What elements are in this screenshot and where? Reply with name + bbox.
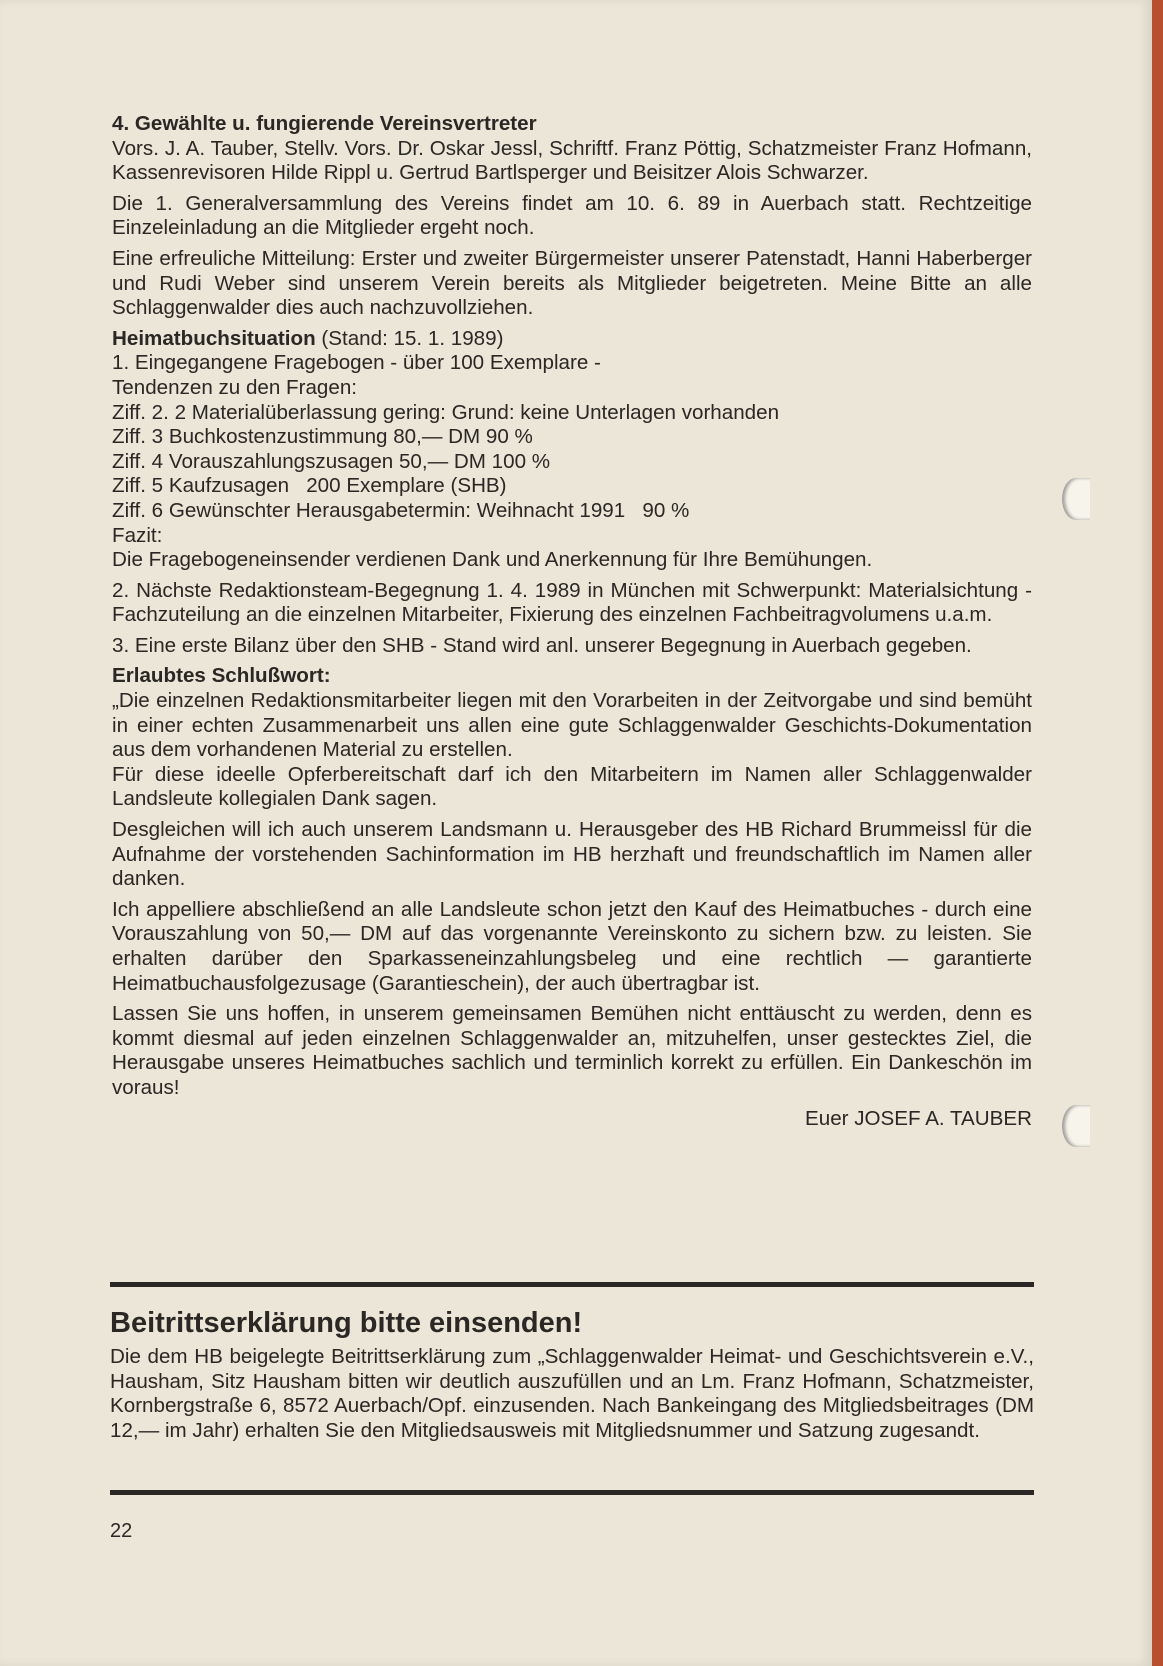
closing-paragraph: Ich appelliere abschließend an alle Landsleute schon jetzt den Kauf des Heimatbuches - durch eine Vorauszahlung von 50,— DM auf das vorgenannte Vereinskonto zu sichern bzw. zu leisten. Sie erhalten darüber den Sparkasseneinzahlungsbeleg und eine rechtlich — garantierte Heimatbuchausfolgezusage (Garantieschein), der auch übertragbar ist. <box>112 897 1032 995</box>
bottom-divider <box>110 1490 1034 1495</box>
closing-paragraph: „Die einzelnen Redaktionsmitarbeiter liegen mit den Vorarbeiten in der Zeitvorgabe und sind bemüht in einer echten Zusammenarbeit uns allen eine gute Schlaggenwalder Geschichts-Dokumentation aus dem vorhandenen Material zu erstellen. <box>112 689 1032 762</box>
list-item: 1. Eingegangene Fragebogen - über 100 Exemplare - <box>112 351 601 375</box>
officers-paragraph: Vors. J. A. Tauber, Stellv. Vors. Dr. Oskar Jessl, Schriftf. Franz Pöttig, Schatzmeister Franz Hofmann, Kassenrevisoren Hilde Rippl u. Gertrud Bartlsperger und Beisitzer Alois Schwarzer. <box>112 136 1032 185</box>
item-3-paragraph: 3. Eine erste Bilanz über den SHB - Stand wird anl. unserer Begegnung in Auerbach gegeben. <box>112 633 972 657</box>
main-text <box>112 112 1032 1131</box>
list-item: Ziff. 6 Gewünschter Herausgabetermin: Weihnacht 1991 90 % <box>112 498 690 522</box>
list-item: Ziff. 5 Kaufzusagen 200 Exemplare (SHB) <box>112 474 507 498</box>
heimatbuch-heading: Heimatbuchsituation <box>112 326 316 350</box>
heimatbuch-list <box>112 351 1032 572</box>
item-2-paragraph: 2. Nächste Redaktionsteam-Begegnung 1. 4. 1989 in München mit Schwerpunkt: Materialsichtung - Fachzuteilung an die einzelnen Mitarbeiter, Fixierung des einzelnen Fachbeitragvolumens u.a.m. <box>112 578 1032 627</box>
punch-hole <box>1062 478 1090 520</box>
closing-paragraph: Für diese ideelle Opferbereitschaft darf ich den Mitarbeitern im Namen aller Schlaggenwalder Landsleute kollegialen Dank sagen. <box>112 762 1032 811</box>
list-item: Ziff. 3 Buchkostenzustimmung 80,— DM 90 % <box>112 425 533 449</box>
membership-title: Beitrittserklärung bitte einsenden! <box>110 1307 583 1339</box>
heimatbuch-heading-line <box>112 327 1032 352</box>
announcement-paragraph: Eine erfreuliche Mitteilung: Erster und zweiter Bürgermeister unserer Patenstadt, Hanni Haberberger und Rudi Weber sind unserem Verein bereits als Mitglieder beigetreten. Meine Bitte an alle Schlaggenwalder dies auch nachzuvollziehen. <box>112 246 1032 320</box>
list-item: Die Fragebogeneinsender verdienen Dank und Anerkennung für Ihre Bemühungen. <box>112 548 873 572</box>
list-item: Ziff. 2. 2 Materialüberlassung gering: Grund: keine Unterlagen vorhanden <box>112 400 780 424</box>
list-item: Fazit: <box>112 523 163 547</box>
membership-text: Die dem HB beigelegte Beitrittserklärung zum „Schlaggenwalder Heimat- und Geschichtsverein e.V., Hausham, Sitz Hausham bitten wir deutlich auszufüllen und an Lm. Franz Hofmann, Schatzmeister, Kornbergstraße 6, 8572 Auerbach/Opf. einzusenden. Nach Bankeingang des Mitgliedsbeitrages (DM 12,— im Jahr) erhalten Sie den Mitgliedsausweis mit Mitgliedsnummer und Satzung zugesandt. <box>110 1345 1034 1442</box>
signature: Euer JOSEF A. TAUBER <box>805 1106 1032 1130</box>
closing-paragraph: Desgleichen will ich auch unserem Landsmann u. Herausgeber des HB Richard Brummeissl für die Aufnahme der vorstehenden Sachinformation im HB herzhaft und freundschaftlich im Namen aller danken. <box>112 818 1032 891</box>
page-number: 22 <box>110 1520 133 1542</box>
top-divider <box>110 1282 1034 1287</box>
heimatbuch-status: (Stand: 15. 1. 1989) <box>321 326 504 350</box>
list-item: Ziff. 4 Vorauszahlungszusagen 50,— DM 100 % <box>112 449 551 473</box>
section-heading: 4. Gewählte u. fungierende Vereinsvertreter <box>112 112 537 135</box>
punch-hole <box>1062 1105 1090 1147</box>
list-item: Tendenzen zu den Fragen: <box>112 375 358 399</box>
assembly-paragraph: Die 1. Generalversammlung des Vereins findet am 10. 6. 89 in Auerbach statt. Rechtzeitige Einzeleinladung an die Mitglieder ergeht noch. <box>112 191 1032 240</box>
closing-heading: Erlaubtes Schlußwort: <box>112 664 331 688</box>
page-edge <box>1152 0 1163 1666</box>
closing-paragraph: Lassen Sie uns hoffen, in unserem gemeinsamen Bemühen nicht enttäuscht zu werden, denn es kommt diesmal auf jeden einzelnen Schlaggenwalder an, mitzuhelfen, unser gestecktes Ziel, die Herausgabe unseres Heimatbuches sachlich und terminlich korrekt zu erfüllen. Ein Dankeschön im voraus! <box>112 1002 1032 1099</box>
